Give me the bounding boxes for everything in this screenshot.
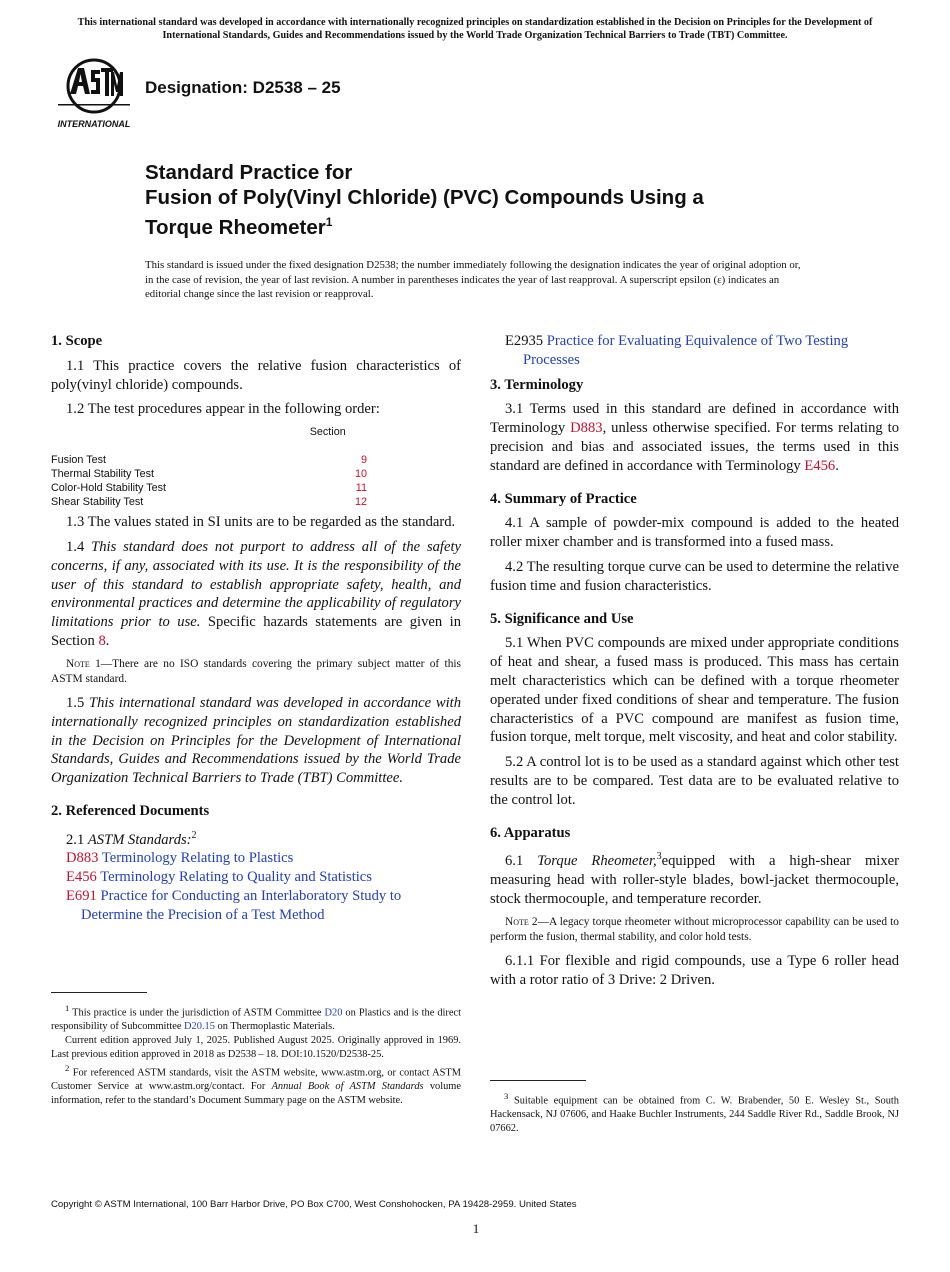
para-1-4-tail: Specific hazards statements are given in Section (51, 614, 461, 649)
fn1-text-c: on Thermoplastic Materials. (214, 1021, 335, 1033)
right-column (490, 332, 899, 995)
para-6-1 (490, 848, 899, 908)
para-1-4-num: 1.4 (66, 538, 92, 555)
fn1-text-a: This practice is under the jurisdiction of ASTM Committee (72, 1007, 325, 1019)
order-header: Section (309, 426, 346, 439)
top-notice: This international standard was developed in accordance with internationally recognized principles on standardization established in the Decision on Principles for the Development of International Standards, Guides and Recommendations issued by the World Trade Organization Technical Barriers to Trade (TBT) Committee. (77, 17, 873, 41)
para-1-5-num: 1.5 (66, 694, 90, 711)
footnote-3-text: Suitable equipment can be obtained from C. W. Brabender, 50 E. Wesley St., South Hackensack, NJ 07606, and Haake Buchler Instruments, 244 Saddle River Rd., Saddle Brook, NJ 07662. (490, 1095, 899, 1135)
footnote-1: $^1$ This practice is under the jurisdiction of ASTM Committee D20 on Plastics and is the direct responsibility of Subcommittee D20.15 on Thermoplastic Materials. (51, 1003, 461, 1033)
para-1-3: 1.3 The values stated in SI units are to be regarded as the standard. (66, 514, 456, 531)
note-2-text: 2—A legacy torque rheometer without microprocessor capability can be used to perform the fusion, thermal stability, and color hold tests. (490, 915, 899, 944)
heading-significance: 5. Significance and Use (490, 610, 634, 627)
heading-referenced-documents: 2. Referenced Documents (51, 802, 210, 819)
heading-summary: 4. Summary of Practice (490, 490, 637, 507)
heading-apparatus: 6. Apparatus (490, 824, 571, 841)
order-section-link[interactable]: 12 (354, 496, 367, 509)
para-1-5 (51, 694, 461, 788)
fn1-text-b: on Plastics and is the direct responsibility of Subcommittee (51, 1007, 461, 1033)
para-1-4-italic: This standard does not purport to address all of the safety concerns, if any, associated with its use. It is the responsibility of the user of this standard to establish appropriate safety, health, and environmental practices and determine the applicability of regulatory limitations prior to use. (51, 538, 461, 631)
footnote-3-mark: 3 (656, 851, 662, 863)
footnotes-right (490, 1090, 899, 1136)
title-line-1: Standard Practice for (145, 161, 353, 184)
note-2-label: Note (505, 915, 529, 928)
para-4-2: 4.2 The resulting torque curve can be used to determine the relative fusion time and fusion characteristics. (490, 558, 899, 594)
heading-terminology: 3. Terminology (490, 376, 584, 393)
para-3-1-a: 3.1 Terms used in this standard are defined in accordance with Terminology (490, 401, 899, 437)
fn2-italic: Annual Book of ASTM Standards (271, 1080, 424, 1092)
left-column (51, 332, 461, 925)
para-5-1: 5.1 When PVC compounds are mixed under appropriate conditions of heat and shear, a fused mass is produced. This mass has certain melt characteristics which can be defined with a torque rheometer operated under fixed conditions of shear and temperature. The fusion characteristics of a PVC compound are manifest as fusion time, fusion torque, melt torque, melt viscosity, and heat and color stability. (490, 635, 899, 746)
para-6-1-italic: Torque Rheometer, (537, 853, 657, 870)
reference-code-link[interactable]: E456 (66, 869, 97, 886)
reference-title-link[interactable]: Terminology Relating to Quality and Statistics (100, 869, 372, 886)
para-6-1-num: 6.1 (505, 853, 538, 870)
order-name: Thermal Stability Test (51, 468, 155, 481)
table-row (51, 467, 371, 481)
order-name: Fusion Test (51, 454, 107, 467)
table-row (51, 495, 371, 509)
issuance-statement: This standard is issued under the fixed designation D2538; the number immediately following the designation indicates the year of original adoption or, in the case of revision, the year of last revision. A number in parentheses indicates the year of last reapproval. A superscript epsilon (ε) indicates an editorial change since the last revision or reapproval. (145, 259, 801, 301)
title-line-2: Fusion of Poly(Vinyl Chloride) (PVC) Compounds Using a (145, 186, 704, 209)
subcommittee-d20-15-link[interactable]: D20.15 (184, 1021, 215, 1033)
para-3-1-c: . (835, 457, 839, 474)
note-1-label: Note (66, 657, 90, 670)
para-1-1: 1.1 This practice covers the relative fusion characteristics of poly(vinyl chloride) compounds. (51, 357, 461, 393)
reference-item (51, 887, 461, 925)
astm-logo-icon (54, 56, 134, 132)
para-1-4: 1.4 This standard does not purport to address all of the safety concerns, if any, associated with its use. It is the responsibility of the user of this standard to establish appropriate safety, health, and environmental practices and determine the applicability of regulatory limitations prior to use. Specific hazards statements are given in Section 8. (51, 538, 461, 649)
reference-code: E2935 (505, 333, 544, 349)
section-8-link[interactable]: 8 (98, 632, 106, 649)
title-footnote-mark: 1 (325, 215, 333, 229)
para-2-1-italic: ASTM Standards: (87, 831, 192, 848)
page-number: 1 (472, 1221, 480, 1236)
footnote-3: $^3$ Suitable equipment can be obtained from C. W. Brabender, 50 E. Wesley St., South Hackensack, NJ 07606, and Haake Buchler Instruments, 244 Saddle River Rd., Saddle Brook, NJ 07662. (490, 1091, 899, 1135)
reference-code-link[interactable]: D883 (66, 850, 99, 867)
reference-code-link[interactable]: E691 (66, 887, 97, 904)
footnote-2: $^2$ For referenced ASTM standards, visit the ASTM website, www.astm.org, or contact ASTM Customer Service at www.astm.org/contact. For Annual Book of ASTM Standards volume information, refer to the standard’s Document Summary page on the ASTM website. (51, 1062, 461, 1106)
order-name: Shear Stability Test (51, 496, 144, 509)
fn2-text-a: For referenced ASTM standards, visit the ASTM website, www.astm.org, or contact ASTM Customer Service at www.astm.org/contact. For (51, 1067, 461, 1092)
reference-title-link[interactable]: Practice for Conducting an Interlaboratory Study to Determine the Precision of a Test Method (81, 887, 402, 923)
note-1 (51, 657, 461, 688)
para-2-1 (51, 827, 461, 850)
reference-item (51, 868, 461, 887)
committee-d20-link[interactable]: D20 (324, 1007, 343, 1019)
heading-scope: 1. Scope (51, 333, 103, 349)
para-4-1: 4.1 A sample of powder-mix compound is added to the heated roller mixer chamber and is transformed into a fused mass. (490, 515, 899, 551)
footnote-rule-left (51, 992, 147, 993)
para-1-5-italic: This international standard was developed in accordance with internationally recognized principles on standardization established in the Decision on Principles for the Development of International Standards, Guides and Recommendations issued by the World Trade Organization Technical Barriers to Trade (TBT) Committee. (51, 694, 462, 787)
reference-item (51, 849, 461, 868)
order-section-link[interactable]: 11 (355, 482, 367, 495)
reference-title-link[interactable]: Terminology Relating to Plastics (101, 850, 294, 867)
para-6-1-1: 6.1.1 For flexible and rigid compounds, use a Type 6 roller head with a rotor ratio of 3 Drive: 2 Driven. (490, 952, 899, 988)
table-row (51, 481, 371, 495)
footnote-1-edition: Current edition approved July 1, 2025. Published August 2025. Originally approved in 1969. Last previous edition approved in 2018 as D2538 – 18. DOI:10.1520/D2538-25. (51, 1035, 461, 1060)
footnote-rule-right (490, 1080, 586, 1081)
astm-logo (54, 56, 134, 132)
para-1-2: 1.2 The test procedures appear in the following order: (66, 401, 380, 418)
order-name: Color-Hold Stability Test (51, 482, 167, 495)
title-line-3: Torque Rheometer (145, 215, 326, 239)
fn2-text-b: volume information, refer to the standard’s Document Summary page on the ASTM website. (51, 1080, 461, 1106)
footnotes-left (51, 1002, 461, 1108)
footnote-2-mark: 2 (191, 829, 197, 841)
designation: Designation: D2538 – 25 (145, 78, 341, 97)
para-6-1-text: equipped with a high-shear mixer measuring head with roller-style blades, bowl-jacket thermocouple, stock thermocouple, and temperature recorder. (490, 853, 899, 907)
d883-link[interactable]: D883 (570, 420, 603, 437)
reference-item (490, 332, 899, 370)
para-3-1 (490, 400, 899, 475)
para-5-2: 5.2 A control lot is to be used as a standard against which other test results are to be compared. Test data are to be evaluated relative to the control lot. (490, 754, 899, 808)
para-2-1-num: 2.1 (66, 831, 88, 848)
order-section-link[interactable]: 9 (360, 454, 367, 467)
e456-link[interactable]: E456 (804, 457, 836, 474)
note-1-text: 1—There are no ISO standards covering the primary subject matter of this ASTM standard. (51, 657, 461, 686)
note-2 (490, 915, 899, 946)
copyright: Copyright © ASTM International, 100 Barr Harbor Drive, PO Box C700, West Conshohocken, PA 19428-2959. United States (51, 1199, 577, 1210)
reference-title-link[interactable]: Practice for Evaluating Equivalence of Two Testing Processes (523, 333, 849, 368)
procedure-order-table (51, 425, 371, 509)
page-title (145, 160, 865, 240)
para-3-1-b: , unless otherwise specified. For terms relating to precision and bias and associated issues, the terms used in this standard are defined in accordance with Terminology (490, 420, 899, 474)
logo-text: INTERNATIONAL (57, 119, 131, 129)
order-section-link[interactable]: 10 (354, 468, 367, 481)
table-row (51, 453, 371, 467)
